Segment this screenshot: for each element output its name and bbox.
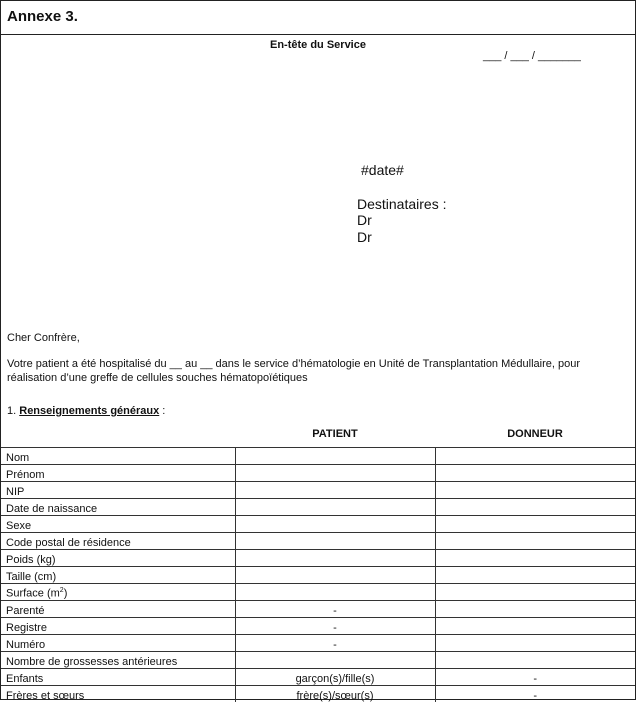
patient-cell[interactable] <box>235 448 435 465</box>
column-header-donneur: DONNEUR <box>435 428 635 440</box>
table-row <box>1 669 635 686</box>
patient-cell[interactable]: frère(s)/sœur(s) <box>235 686 435 702</box>
patient-cell[interactable] <box>235 465 435 482</box>
service-header: En-tête du Service <box>1 39 635 51</box>
section-title-suffix: : <box>159 405 165 417</box>
table-row <box>1 533 635 550</box>
row-label: Frères et sœurs <box>1 686 235 702</box>
donneur-cell[interactable] <box>435 448 635 465</box>
row-label: Nom <box>1 448 235 465</box>
donneur-cell[interactable] <box>435 601 635 618</box>
patient-cell[interactable] <box>235 499 435 516</box>
table-row <box>1 618 635 635</box>
section-number: 1. <box>7 405 16 417</box>
row-label: Prénom <box>1 465 235 482</box>
table-row <box>1 465 635 482</box>
patient-cell[interactable] <box>235 584 435 601</box>
patient-cell[interactable] <box>235 567 435 584</box>
donneur-cell[interactable] <box>435 516 635 533</box>
row-label: Nombre de grossesses antérieures <box>1 652 235 669</box>
table-row <box>1 584 635 601</box>
patient-cell[interactable]: - <box>235 635 435 652</box>
recipient-2: Dr <box>357 229 372 245</box>
row-label: NIP <box>1 482 235 499</box>
patient-cell[interactable] <box>235 652 435 669</box>
donneur-cell[interactable] <box>435 533 635 550</box>
table-row <box>1 601 635 618</box>
row-label: Poids (kg) <box>1 550 235 567</box>
table-row <box>1 635 635 652</box>
row-label: Enfants <box>1 669 235 686</box>
table-row <box>1 516 635 533</box>
table-row <box>1 652 635 669</box>
info-table <box>1 447 635 702</box>
donneur-cell[interactable] <box>435 635 635 652</box>
recipient-1: Dr <box>357 212 372 228</box>
table-row <box>1 482 635 499</box>
table-row <box>1 567 635 584</box>
patient-cell[interactable] <box>235 482 435 499</box>
patient-cell[interactable] <box>235 533 435 550</box>
row-label: Parenté <box>1 601 235 618</box>
donneur-cell[interactable] <box>435 652 635 669</box>
section-title-text: Renseignements généraux <box>19 405 159 417</box>
patient-cell[interactable]: garçon(s)/fille(s) <box>235 669 435 686</box>
row-label: Sexe <box>1 516 235 533</box>
table-row <box>1 499 635 516</box>
annexe-title: Annexe 3. <box>7 8 78 25</box>
patient-cell[interactable] <box>235 550 435 567</box>
date-placeholder: #date# <box>361 162 404 178</box>
donneur-cell[interactable] <box>435 499 635 516</box>
recipients-label: Destinataires : <box>357 196 446 212</box>
intro-paragraph: Votre patient a été hospitalisé du __ au __ dans le service d’hématologie en Unité de Transplantation Médullaire, pour réalisation d’une greffe de cellules souches hématopoïétiques <box>7 357 627 385</box>
column-header-patient: PATIENT <box>235 428 435 440</box>
donneur-cell[interactable] <box>435 482 635 499</box>
section-title <box>7 405 165 417</box>
donneur-cell[interactable] <box>435 550 635 567</box>
patient-cell[interactable] <box>235 516 435 533</box>
donneur-cell[interactable] <box>435 584 635 601</box>
table-row <box>1 550 635 567</box>
patient-cell[interactable]: - <box>235 601 435 618</box>
patient-cell[interactable]: - <box>235 618 435 635</box>
donneur-cell[interactable]: - <box>435 669 635 686</box>
donneur-cell[interactable] <box>435 618 635 635</box>
date-blanks: ___ / ___ / _______ <box>483 50 581 62</box>
row-label: Numéro <box>1 635 235 652</box>
row-label: Registre <box>1 618 235 635</box>
annexe-header-bar <box>1 1 635 35</box>
table-row <box>1 448 635 465</box>
row-label: Surface $(m^2)$ <box>1 584 235 601</box>
row-label: Code postal de résidence <box>1 533 235 550</box>
donneur-cell[interactable] <box>435 567 635 584</box>
row-label: Taille (cm) <box>1 567 235 584</box>
row-label: Date de naissance <box>1 499 235 516</box>
salutation: Cher Confrère, <box>7 332 80 344</box>
donneur-cell[interactable] <box>435 465 635 482</box>
donneur-cell[interactable]: - <box>435 686 635 702</box>
